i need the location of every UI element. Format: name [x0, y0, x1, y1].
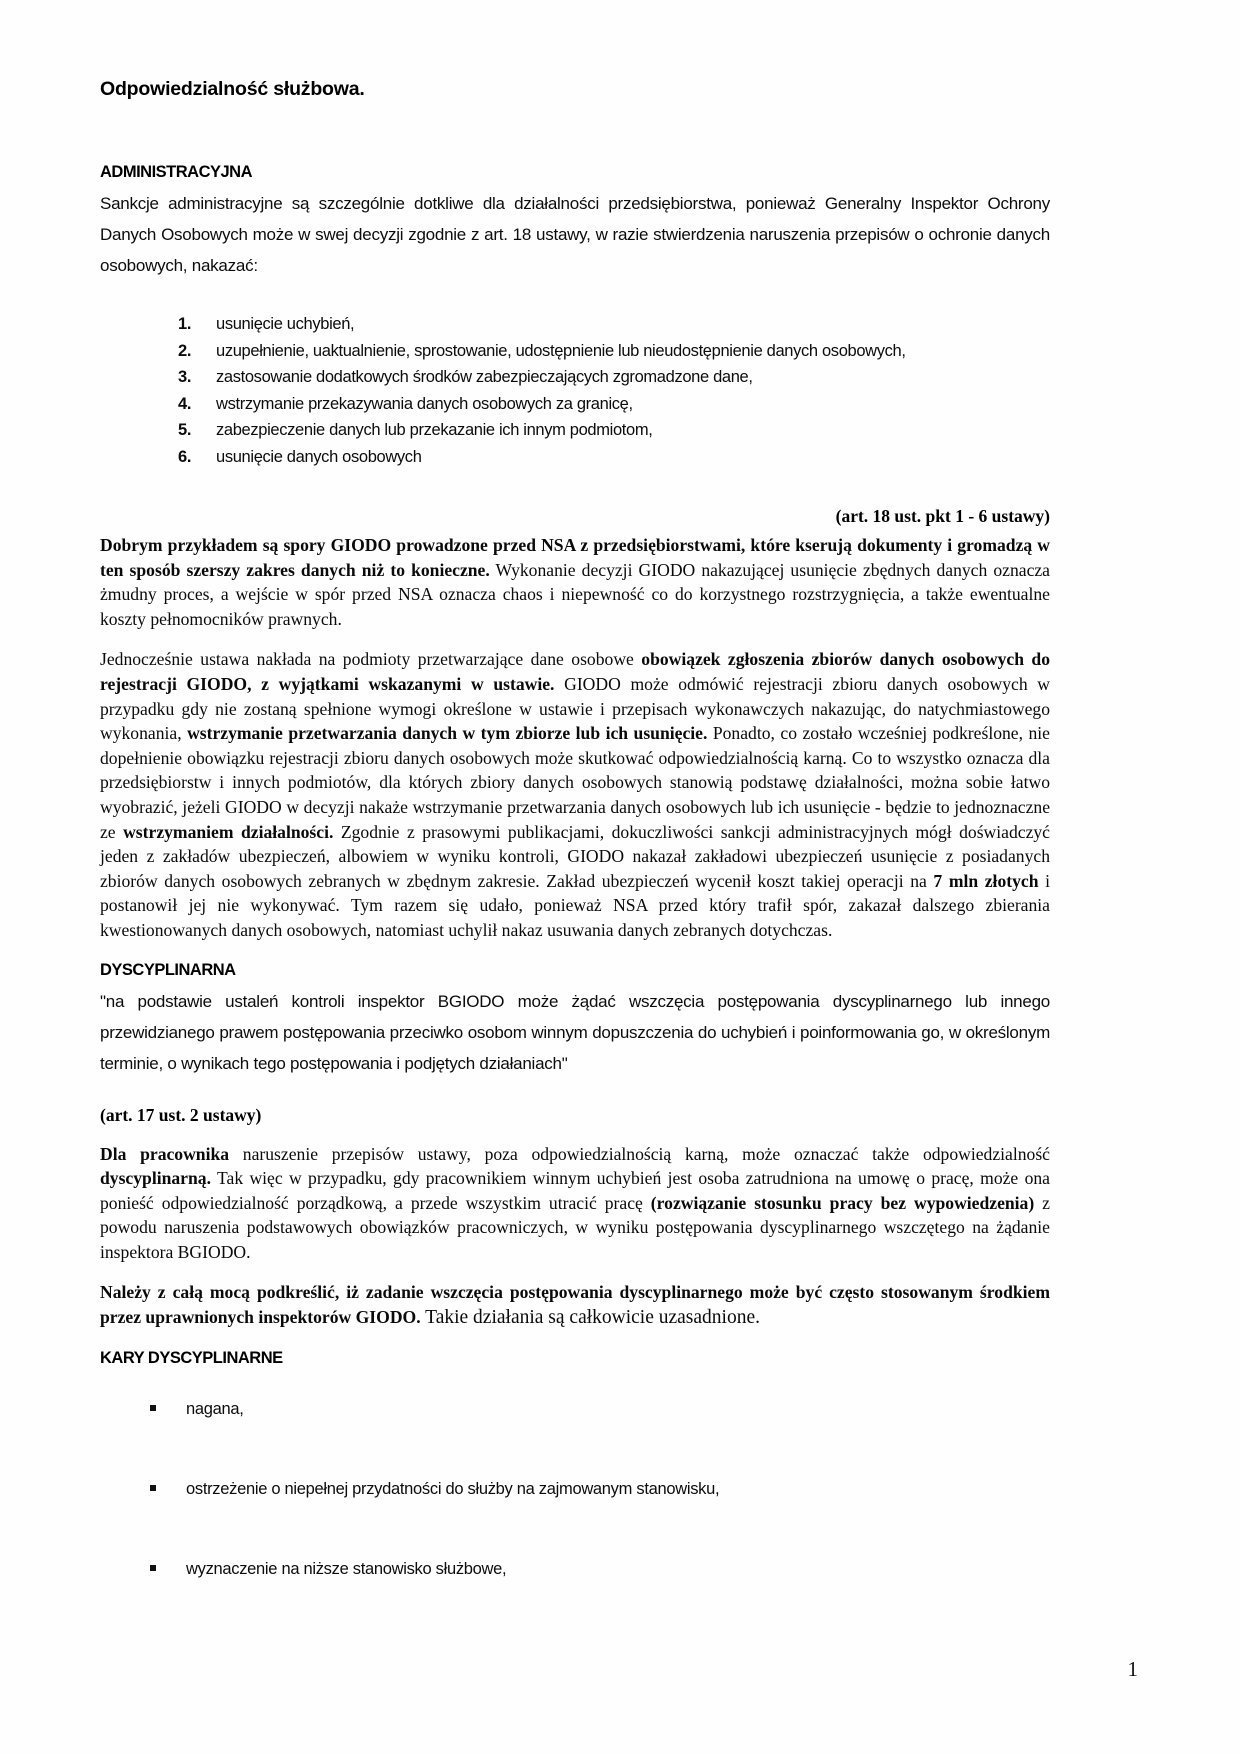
dyscyplinarna-paragraph-1 [100, 1142, 1050, 1265]
d1-seg-4: z powodu naruszenia podstawowych obowiązków pracowniczych, w wyniku postępowania dyscyplinarnego wszczętego na żądanie inspektora BGIODO. [100, 1192, 1050, 1262]
p2-bold-4: 7 mln złotych [933, 870, 1039, 891]
d1-seg-1: Dla [100, 1143, 141, 1164]
administracyjna-ordered-list [100, 311, 1050, 470]
dyscyplinarna-quote: "na podstawie ustaleń kontroli inspektor BGIODO może żądać wszczęcia postępowania dyscyplinarnego lub innego przewidzianego prawem postępowania przeciwko osobom winnym dopuszczenia do uchybień i poinformowania go, w określonym terminie, o wynikach tego postępowania i podjętych działaniach" [100, 991, 1050, 1073]
page-number: 1 [1127, 1657, 1138, 1681]
list-item: wstrzymanie przekazywania danych osobowych za granicę, [216, 394, 633, 413]
article-reference-art17: (art. 17 ust. 2 ustawy) [100, 1104, 262, 1125]
p2-seg-2: GIODO może odmówić rejestracji zbioru danych osobowych w przypadku gdy nie zostaną spełnione wymogi określone w ustawie i przepisach wykonawczych nakazując, do natychmiastowego wykonania, [100, 673, 1050, 744]
p2-bold-2: wstrzymanie przetwarzania danych w tym zbiorze lub ich usunięcie. [187, 723, 708, 744]
list-item: nagana, [148, 1396, 1050, 1422]
d2-bold-1: Należy z całą mocą podkreślić, iż zadanie wszczęcia postępowania dyscyplinarnego może być często stosowanym środkiem przez uprawnionych inspektorów GIODO. [100, 1282, 1050, 1328]
section-heading-kary-dyscyplinarne: KARY DYSCYPLINARNE [100, 1348, 283, 1367]
p2-seg-5: i postanowił jej nie wykonywać. Tym razem się udało, ponieważ NSA przed który trafił spór, zakazał dalszego zbierania kwestionowanych danych osobowych, natomiast uchylił nakaz usuwania danych zebranych dotychczas. [100, 870, 1050, 940]
d1-bold-1: pracownika [140, 1143, 230, 1164]
page-title: Odpowiedzialność służbowa. [100, 78, 365, 100]
p2-bold-3: wstrzymaniem działalności. [123, 821, 334, 842]
paragraph-1-rest: Wykonanie decyzji GIODO nakazującej usunięcie zbędnych danych oznacza żmudny proces, a wejście w spór przed NSA oznacza chaos i niepewność co do korzystnego rozstrzygnięcia, a także ewentualne koszty pełnomocników prawnych. [100, 559, 1050, 629]
administracyjna-paragraph-2 [100, 647, 1050, 942]
kary-bulleted-list [100, 1396, 1050, 1582]
administracyjna-paragraph-1 [100, 533, 1050, 631]
list-item: uzupełnienie, uaktualnienie, sprostowanie, udostępnienie lub nieudostępnienie danych osobowych, [216, 341, 906, 360]
p2-seg-3: Ponadto, co zostało wcześniej podkreślone, nie dopełnienie obowiązku rejestracji zbioru danych osobowych może skutkować odpowiedzialnością karną. Co to wszystko oznacza dla przedsiębiorstw i innych podmiotów, dla których zbiory danych osobowych stanowią podstawę działalności, można sobie łatwo wyobrazić, jeżeli GIODO w decyzji nakaże wstrzymanie przetwarzania danych osobowych lub ich usunięcie - będzie to jednoznaczne ze [100, 723, 1050, 842]
dyscyplinarna-paragraph-2 [100, 1280, 1050, 1330]
d2-rest: Takie działania są całkowicie uzasadnione. [420, 1307, 760, 1329]
p2-seg-4: Zgodnie z prasowymi publikacjami, dokuczliwości sankcji administracyjnych mógł doświadczyć jeden z zakładów ubezpieczeń, albowiem w wyniku kontroli, GIODO nakazał zakładowi ubezpieczeń usunięcie z posiadanych zbiorów danych osobowych zebranych w zbędnym zakresie. Zakład ubezpieczeń wycenił koszt takiej operacji na [100, 821, 1050, 891]
paragraph-1-bold-lead: Dobrym przykładem są spory GIODO prowadzone przed NSA z przedsiębiorstwami, które kserują dokumenty i gromadzą w ten sposób szerszy zakres danych niż to konieczne. [100, 535, 1050, 580]
list-item: zastosowanie dodatkowych środków zabezpieczających zgromadzone dane, [216, 368, 753, 386]
d1-seg-2: naruszenie przepisów ustawy, poza odpowiedzialnością karną, może oznaczać także odpowiedzialność [229, 1143, 1050, 1164]
list-item: usunięcie uchybień, [216, 315, 355, 333]
p2-seg-1: Jednocześnie ustawa nakłada na podmioty przetwarzające dane osobowe [100, 649, 642, 670]
d1-bold-3: (rozwiązanie stosunku pracy bez wypowiedzenia) [650, 1192, 1035, 1213]
section-heading-administracyjna: ADMINISTRACYJNA [100, 163, 253, 181]
article-reference-art18: (art. 18 ust. pkt 1 - 6 ustawy) [835, 506, 1050, 526]
list-item: zabezpieczenie danych lub przekazanie ich innym podmiotom, [216, 421, 653, 439]
d1-bold-2: dyscyplinarną. [100, 1168, 211, 1189]
document-content [100, 78, 1050, 1636]
list-item: ostrzeżenie o niepełnej przydatności do służby na zajmowanym stanowisku, [148, 1476, 1050, 1502]
section-heading-dyscyplinarna: DYSCYPLINARNA [100, 960, 236, 979]
list-item: usunięcie danych osobowych [216, 447, 422, 466]
administracyjna-intro-paragraph: Sankcje administracyjne są szczególnie dotkliwe dla działalności przedsiębiorstwa, ponieważ Generalny Inspektor Ochrony Danych Osobowych może w swej decyzji zgodnie z art. 18 ustawy, w razie stwierdzenia naruszenia przepisów o ochronie danych osobowych, nakazać: [100, 194, 1050, 275]
p2-bold-1: obowiązek zgłoszenia zbiorów danych osobowych do rejestracji GIODO, z wyjątkami wskazanymi w ustawie. [100, 649, 1051, 694]
list-item: wyznaczenie na niższe stanowisko służbowe, [148, 1556, 1050, 1582]
d1-seg-3: Tak więc w przypadku, gdy pracownikiem winnym uchybień jest osoba zatrudniona na umowę o pracę, może ona ponieść odpowiedzialność porządkową, a przede wszystkim utracić pracę [100, 1168, 1050, 1213]
